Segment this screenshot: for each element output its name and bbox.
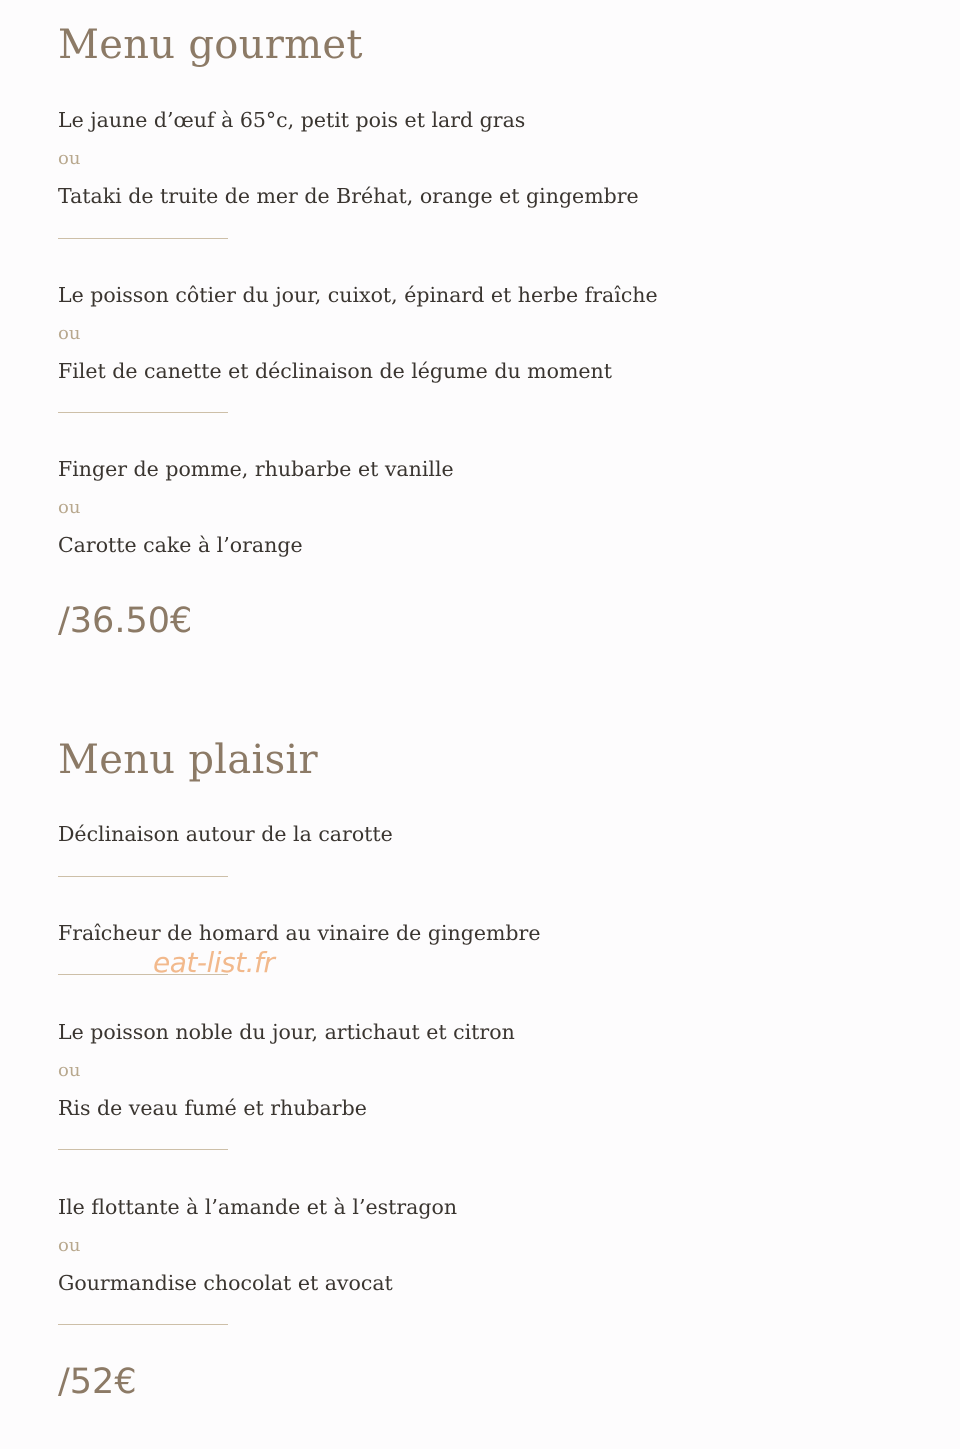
gourmet-starter-option-1: Le jaune d’œuf à 65°c, petit pois et lard gras xyxy=(58,108,526,132)
menu-plaisir-title: Menu plaisir xyxy=(58,737,318,783)
plaisir-dessert-option-2: Gourmandise chocolat et avocat xyxy=(58,1271,393,1295)
gourmet-dessert-option-1: Finger de pomme, rhubarbe et vanille xyxy=(58,457,454,481)
gourmet-dessert-or: ou xyxy=(58,497,81,518)
plaisir-starter: Déclinaison autour de la carotte xyxy=(58,822,393,846)
plaisir-main-option-2: Ris de veau fumé et rhubarbe xyxy=(58,1096,367,1120)
plaisir-price: /52€ xyxy=(58,1362,137,1402)
menu-gourmet-title: Menu gourmet xyxy=(58,22,363,68)
plaisir-main-option-1: Le poisson noble du jour, artichaut et citron xyxy=(58,1020,515,1044)
gourmet-starter-option-2: Tataki de truite de mer de Bréhat, orange et gingembre xyxy=(58,184,639,208)
plaisir-second-course: Fraîcheur de homard au vinaire de gingembre xyxy=(58,921,541,945)
menu-plaisir xyxy=(58,0,918,1449)
gourmet-starter-or: ou xyxy=(58,148,81,169)
gourmet-price: /36.50€ xyxy=(58,601,193,641)
plaisir-dessert-option-1: Ile flottante à l’amande et à l’estragon xyxy=(58,1195,458,1219)
gourmet-main-option-1: Le poisson côtier du jour, cuixot, épinard et herbe fraîche xyxy=(58,283,658,307)
plaisir-main-or: ou xyxy=(58,1060,81,1081)
plaisir-divider-4 xyxy=(58,1324,228,1325)
gourmet-dessert-option-2: Carotte cake à l’orange xyxy=(58,533,303,557)
plaisir-divider-3 xyxy=(58,1149,228,1150)
plaisir-dessert-or: ou xyxy=(58,1235,81,1256)
watermark: eat-list.fr xyxy=(153,946,275,979)
plaisir-divider-1 xyxy=(58,876,228,877)
gourmet-main-or: ou xyxy=(58,323,81,344)
gourmet-main-option-2: Filet de canette et déclinaison de légume du moment xyxy=(58,359,612,383)
